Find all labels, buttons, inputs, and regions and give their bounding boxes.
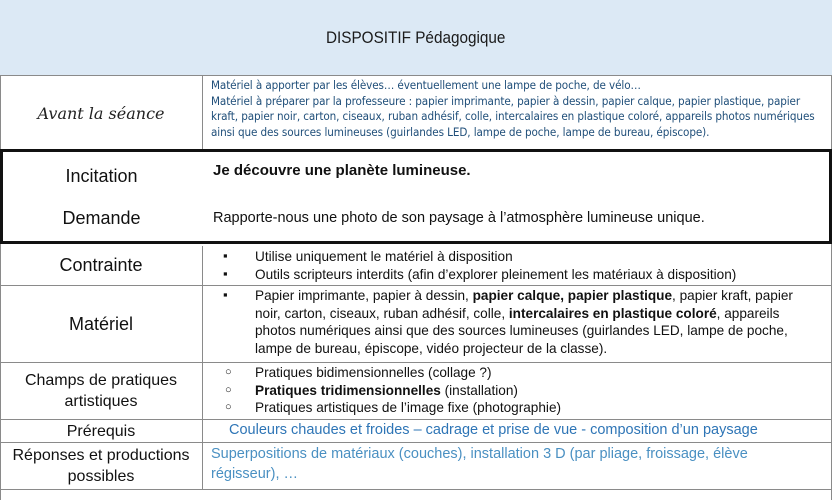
list-item: ○ Pratiques bidimensionnelles (collage ?)	[203, 364, 832, 382]
row-prerequis	[0, 420, 832, 442]
avant-label: Avant la séance	[37, 103, 165, 123]
list-item	[203, 382, 832, 400]
avant-content	[203, 76, 832, 150]
list-item: ○ Pratiques artistiques de l’image fixe (photographie)	[203, 399, 832, 417]
materiel-text-2: , papier kraft, papier noir, carton, ciseaux, ruban adhésif, colle,	[255, 288, 793, 321]
row-reponses	[0, 443, 832, 489]
row-materiel	[0, 286, 832, 362]
champs-list	[203, 364, 832, 417]
incitation-demande-frame	[0, 149, 832, 244]
list-item: ▪ Outils scripteurs interdits (afin d’explorer pleinement les matériaux à disposition)	[203, 266, 832, 284]
divider	[0, 489, 832, 490]
reponses-label-cell	[0, 443, 203, 489]
materiel-bold-1: papier calque, papier plastique	[472, 288, 673, 303]
materiel-list	[203, 287, 818, 357]
champs-bold: Pratiques tridimensionnelles	[255, 382, 441, 398]
prerequis-label-cell	[0, 420, 203, 442]
contrainte-list	[203, 248, 832, 283]
materiel-bold-2: intercalaires en plastique coloré	[508, 305, 717, 321]
contrainte-label: Contrainte	[59, 255, 143, 275]
avant-label-cell	[0, 76, 203, 150]
prerequis-label: Prérequis	[66, 422, 136, 440]
champs-rest: (installation)	[440, 382, 518, 398]
row-champs	[0, 363, 832, 419]
avant-line2: Matériel à préparer par la professeure : papier imprimante, papier à dessin, papier calque, papier plastique, papier kraft, papier noir, carton, ciseaux, ruban adhésif, colle, intercalaires en plastique coloré, appareils photos numériques ainsi que des sources lumineuses (guirlandes LED, lampe de poche, lampe de bureau, épiscope).	[211, 93, 815, 139]
prerequis-text: Couleurs chaudes et froides – cadrage et prise de vue - composition d’un paysage	[229, 422, 758, 438]
list-item: ▪ Utilise uniquement le matériel à disposition	[203, 248, 832, 266]
champs-label-cell	[0, 363, 203, 419]
reponses-label: Réponses et productions possibles	[12, 447, 190, 485]
materiel-text-1: Papier imprimante, papier à dessin,	[255, 288, 473, 303]
materiel-text-3: , appareils photos numériques ainsi que des sources lumineuses (guirlandes LED, lampe de poche, lampe de bureau, épiscope, vidéo projecteur de la classe).	[255, 305, 788, 356]
list-item	[203, 287, 818, 357]
materiel-label: Matériel	[68, 313, 134, 334]
reponses-text: Superpositions de matériaux (couches), installation 3 D (par pliage, froissage, élève régisseur), …	[211, 446, 748, 482]
incitation-label: Incitation	[65, 166, 138, 186]
materiel-label-cell	[0, 286, 203, 362]
demande-label: Demande	[62, 208, 141, 228]
incitation-text: Je découvre une planète lumineuse.	[213, 162, 471, 179]
demande-text: Rapporte-nous une photo de son paysage à l’atmosphère lumineuse unique.	[213, 210, 705, 226]
avant-line1: Matériel à apporter par les élèves… éventuellement une lampe de poche, de vélo…	[211, 78, 641, 92]
contrainte-content	[203, 246, 832, 285]
row-avant	[0, 76, 832, 150]
champs-content	[203, 363, 832, 419]
title-row	[0, 0, 832, 76]
row-contrainte	[0, 246, 832, 285]
contrainte-label-cell	[0, 246, 203, 285]
champs-label: Champs de pratiques artistiques	[24, 372, 178, 410]
materiel-content	[203, 286, 832, 362]
page-title: DISPOSITIF Pédagogique	[326, 27, 506, 47]
